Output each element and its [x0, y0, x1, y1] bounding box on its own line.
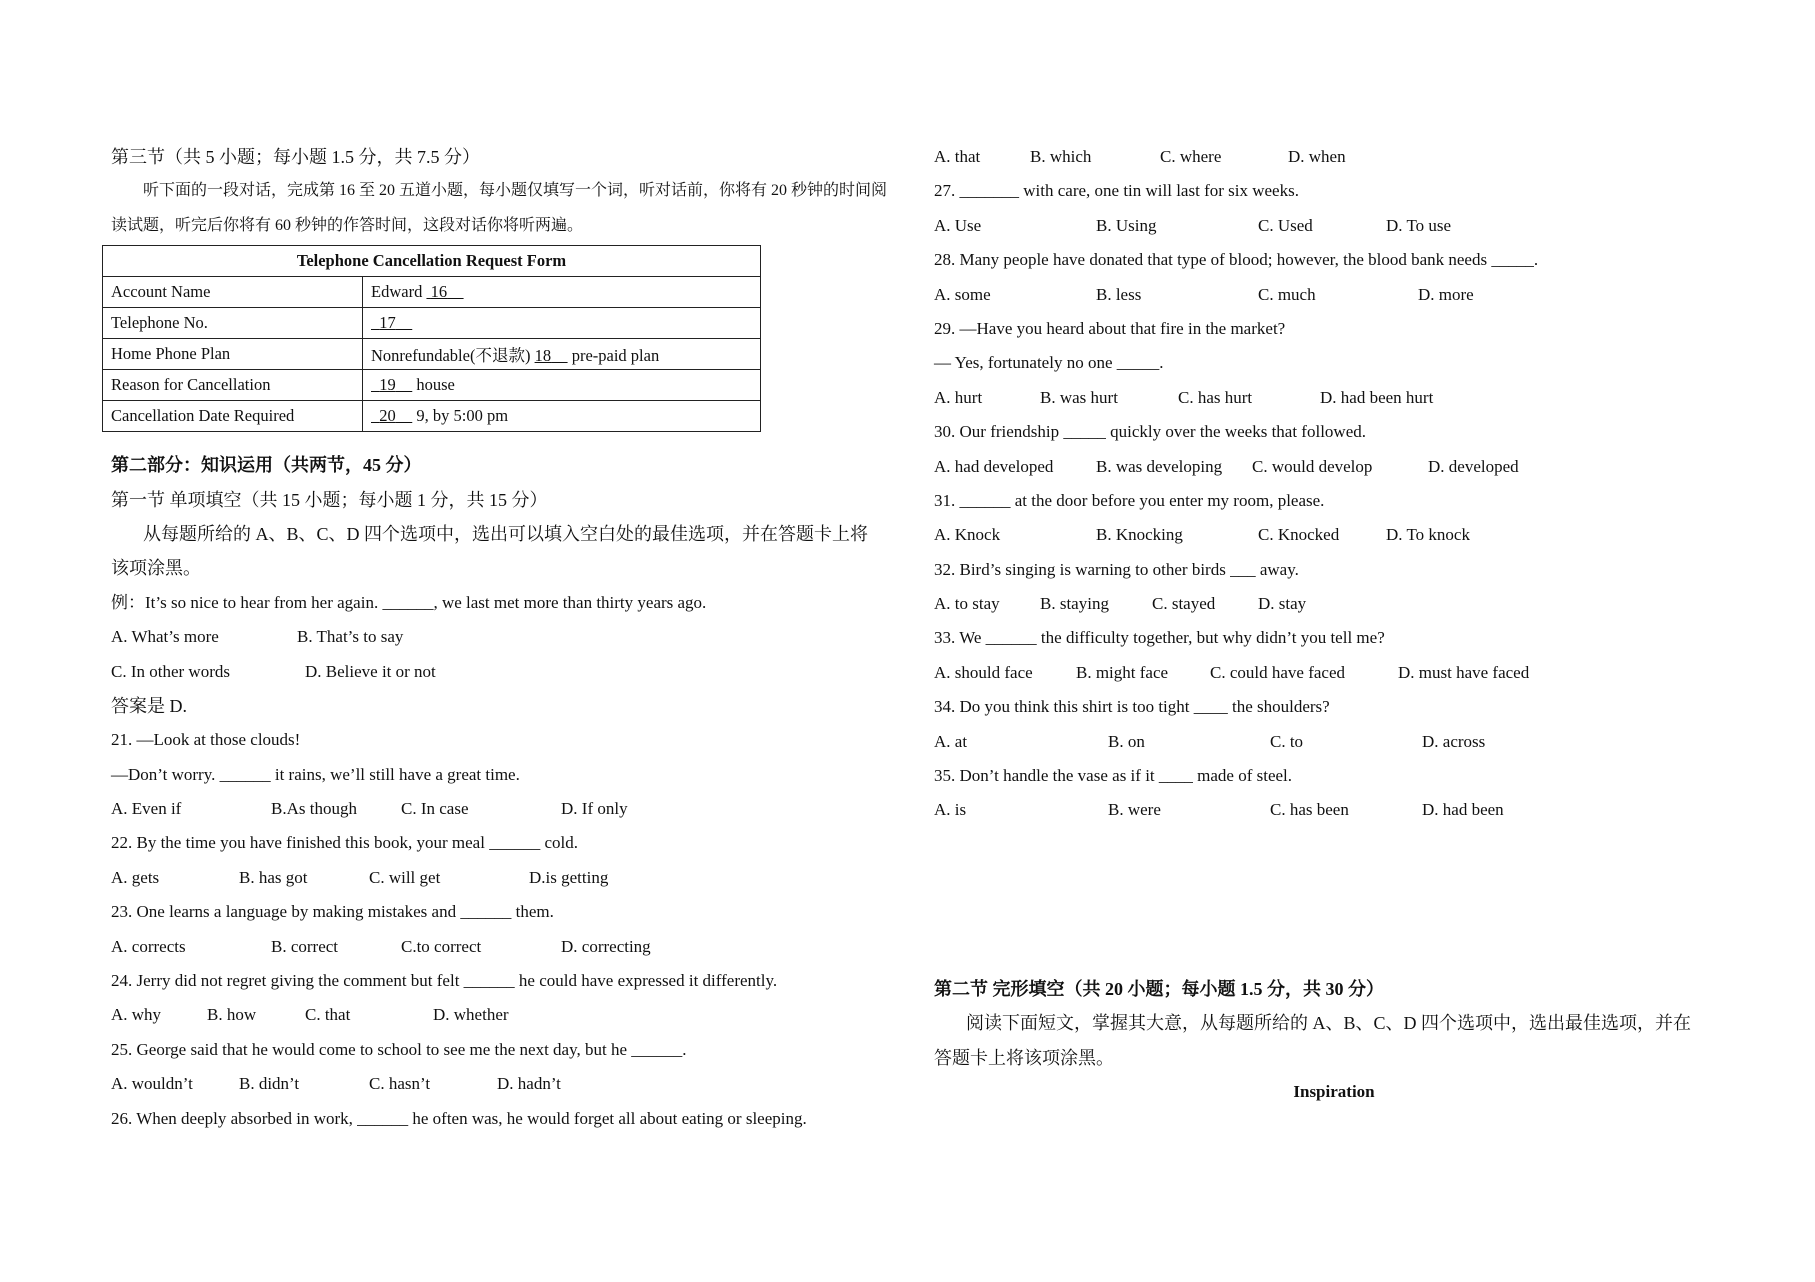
form-label: Home Phone Plan	[103, 339, 363, 370]
form-label: Account Name	[103, 277, 363, 308]
option[interactable]: D. more	[1418, 284, 1474, 304]
option[interactable]: C. to	[1270, 731, 1304, 751]
option[interactable]: C. much	[1258, 284, 1316, 304]
question-25: 25. George said that he would come to school to see me the next day, but he ______.	[111, 1039, 687, 1059]
option[interactable]: B. didn’t	[239, 1074, 300, 1094]
question-33-options	[934, 656, 1734, 690]
form-value: 19 house	[363, 370, 761, 401]
section1-title: 第一节 单项填空（共 15 小题；每小题 1 分，共 15 分）	[111, 489, 548, 510]
option[interactable]: C. could have faced	[1210, 662, 1345, 682]
option[interactable]: C.to correct	[401, 936, 482, 956]
option[interactable]: A. is	[934, 800, 967, 820]
table-row	[103, 401, 761, 432]
question-32: 32. Bird’s singing is warning to other birds ___ away.	[934, 559, 1299, 579]
question-31: 31. ______ at the door before you enter my room, please.	[934, 490, 1325, 510]
example-options-row1	[111, 620, 906, 654]
question-35: 35. Don’t handle the vase as if it ____ made of steel.	[934, 766, 1293, 786]
blank-gap	[934, 828, 1734, 972]
answer-blank-17[interactable]: 17	[379, 313, 396, 333]
section2-instructions-line1: 阅读下面短文，掌握其大意，从每题所给的 A、B、C、D 四个选项中，选出最佳选项，并在	[966, 1013, 1692, 1034]
option[interactable]: D. hadn’t	[497, 1074, 561, 1094]
option[interactable]: D. had been hurt	[1320, 387, 1434, 407]
option[interactable]: B. That’s to say	[297, 627, 404, 647]
option[interactable]: B. might face	[1076, 662, 1169, 682]
option[interactable]: D. If only	[561, 799, 628, 819]
question-24-options	[111, 998, 906, 1032]
question-30: 30. Our friendship _____ quickly over the weeks that followed.	[934, 422, 1366, 442]
option[interactable]: A. What’s more	[111, 627, 219, 647]
answer-blank-16[interactable]: 16	[430, 282, 448, 302]
option[interactable]: D. Believe it or not	[305, 661, 436, 681]
option[interactable]: B. was developing	[1096, 456, 1223, 476]
answer-blank-18[interactable]: 18	[534, 346, 552, 366]
question-30-options	[934, 450, 1734, 484]
option[interactable]: B.As though	[271, 799, 357, 819]
section1-instructions-line2: 该项涂黑。	[111, 558, 201, 579]
option[interactable]: D. correcting	[561, 936, 651, 956]
option[interactable]: A. why	[111, 1005, 162, 1025]
option[interactable]: B. staying	[1040, 594, 1109, 614]
answer-blank-19[interactable]: 19	[379, 375, 396, 395]
option[interactable]: A. Use	[934, 215, 982, 235]
passage-title: Inspiration	[1293, 1081, 1375, 1101]
option[interactable]: C. Used	[1258, 215, 1313, 235]
option[interactable]: C. hasn’t	[369, 1074, 431, 1094]
option[interactable]: A. gets	[111, 867, 160, 887]
option[interactable]: D. stay	[1258, 594, 1307, 614]
question-26-options	[934, 140, 1734, 174]
table-row	[103, 277, 761, 308]
table-row	[103, 339, 761, 370]
option[interactable]: B. Knocking	[1096, 525, 1183, 545]
section2-title: 第二节 完形填空（共 20 小题；每小题 1.5 分，共 30 分）	[934, 978, 1384, 999]
form-label: Reason for Cancellation	[103, 370, 363, 401]
option[interactable]: A. Even if	[111, 799, 182, 819]
question-29-prompt: 29. —Have you heard about that fire in the market?	[934, 318, 1286, 338]
option[interactable]: B. has got	[239, 867, 308, 887]
option[interactable]: A. corrects	[111, 936, 186, 956]
example-question: 例：It’s so nice to hear from her again. ______, we last met more than thirty years ago.	[111, 592, 707, 612]
option[interactable]: A. hurt	[934, 387, 983, 407]
form-label: Cancellation Date Required	[103, 401, 363, 432]
option[interactable]: C. Knocked	[1258, 525, 1340, 545]
option[interactable]: B. on	[1108, 731, 1145, 751]
section3-instructions-line2: 读试题，听完后你将有 60 秒钟的作答时间，这段对话你将听两遍。	[111, 216, 584, 234]
option[interactable]: A. to stay	[934, 594, 1000, 614]
form-value: 20 9, by 5:00 pm	[363, 401, 761, 432]
question-21-stem: —Don’t worry. ______ it rains, we’ll still have a great time.	[111, 764, 520, 784]
question-22-options	[111, 861, 906, 895]
table-row	[103, 370, 761, 401]
example-options-row2	[111, 655, 906, 689]
question-34-options	[934, 725, 1734, 759]
section2-instructions-line2: 答题卡上将该项涂黑。	[934, 1047, 1114, 1068]
option[interactable]: C. will get	[369, 867, 441, 887]
section1-instructions-line1: 从每题所给的 A、B、C、D 四个选项中，选出可以填入空白处的最佳选项，并在答题卡上将	[143, 523, 869, 544]
question-27-options	[934, 209, 1734, 243]
right-column	[934, 140, 1734, 1109]
question-31-options	[934, 518, 1734, 552]
question-26: 26. When deeply absorbed in work, ______ he often was, he would forget all about eating or sleeping.	[111, 1108, 807, 1128]
option[interactable]: D. had been	[1422, 800, 1504, 820]
question-29-stem: — Yes, fortunately no one _____.	[934, 353, 1164, 373]
option[interactable]: C. that	[305, 1005, 351, 1025]
option[interactable]: D. To use	[1386, 215, 1452, 235]
option[interactable]: C. has hurt	[1178, 387, 1253, 407]
table-row	[103, 308, 761, 339]
option[interactable]: C. where	[1160, 147, 1222, 166]
option[interactable]: D. when	[1288, 147, 1346, 166]
option[interactable]: D. To knock	[1386, 525, 1470, 545]
form-value: Nonrefundable(不退款) 18 pre-paid plan	[363, 339, 761, 370]
option[interactable]: C. stayed	[1152, 594, 1216, 614]
option[interactable]: A. wouldn’t	[111, 1074, 193, 1094]
form-value: Edward 16	[363, 277, 761, 308]
question-23: 23. One learns a language by making mistakes and ______ them.	[111, 902, 554, 922]
option[interactable]: C. In case	[401, 799, 469, 819]
question-21-options	[111, 792, 906, 826]
option[interactable]: C. In other words	[111, 661, 230, 681]
option[interactable]: A. some	[934, 284, 991, 304]
question-34: 34. Do you think this shirt is too tight ____ the shoulders?	[934, 697, 1330, 717]
option[interactable]: C. has been	[1270, 800, 1349, 820]
option[interactable]: A. should face	[934, 662, 1033, 682]
option[interactable]: B. was hurt	[1040, 387, 1118, 407]
left-column	[111, 140, 906, 1136]
question-32-options	[934, 587, 1734, 621]
option[interactable]: D. across	[1422, 731, 1486, 751]
form-label: Telephone No.	[103, 308, 363, 339]
cancellation-form-table	[102, 245, 761, 432]
section3-instructions-line1: 听下面的一段对话，完成第 16 至 20 五道小题，每小题仅填写一个词，听对话前，你将有 20 秒钟的时间阅	[143, 182, 888, 200]
option[interactable]: A. Knock	[934, 525, 1001, 545]
question-35-options	[934, 793, 1734, 827]
form-value	[363, 308, 761, 339]
option[interactable]: B. Using	[1096, 215, 1157, 235]
option[interactable]: D. whether	[433, 1005, 509, 1025]
option[interactable]: A. had developed	[934, 456, 1054, 476]
form-title: Telephone Cancellation Request Form	[103, 246, 761, 277]
option[interactable]: B. correct	[271, 936, 339, 956]
option[interactable]: B. which	[1030, 147, 1092, 166]
option[interactable]: B. were	[1108, 800, 1161, 820]
option[interactable]: A. at	[934, 731, 968, 751]
section3-title: 第三节（共 5 小题；每小题 1.5 分，共 7.5 分）	[111, 147, 480, 167]
question-28-options	[934, 278, 1734, 312]
example-answer: 答案是 D.	[111, 695, 187, 716]
question-33: 33. We ______ the difficulty together, but why didn’t you tell me?	[934, 628, 1385, 648]
question-28: 28. Many people have donated that type of blood; however, the blood bank needs _____.	[934, 250, 1539, 270]
answer-blank-20[interactable]: 20	[379, 406, 396, 426]
question-22: 22. By the time you have finished this book, your meal ______ cold.	[111, 833, 578, 853]
question-25-options	[111, 1067, 906, 1101]
option[interactable]: C. would develop	[1252, 456, 1373, 476]
question-23-options	[111, 930, 906, 964]
part2-title: 第二部分：知识运用（共两节，45 分）	[111, 455, 422, 476]
question-21-prompt: 21. —Look at those clouds!	[111, 730, 301, 750]
option[interactable]: A. that	[934, 147, 981, 166]
question-27: 27. _______ with care, one tin will last for six weeks.	[934, 181, 1299, 201]
option[interactable]: D. developed	[1428, 456, 1519, 476]
option[interactable]: D.is getting	[529, 867, 609, 887]
option[interactable]: B. less	[1096, 284, 1142, 304]
option[interactable]: B. how	[207, 1005, 257, 1025]
question-29-options	[934, 381, 1734, 415]
question-24: 24. Jerry did not regret giving the comment but felt ______ he could have expressed it differently.	[111, 971, 778, 991]
option[interactable]: D. must have faced	[1398, 662, 1530, 682]
